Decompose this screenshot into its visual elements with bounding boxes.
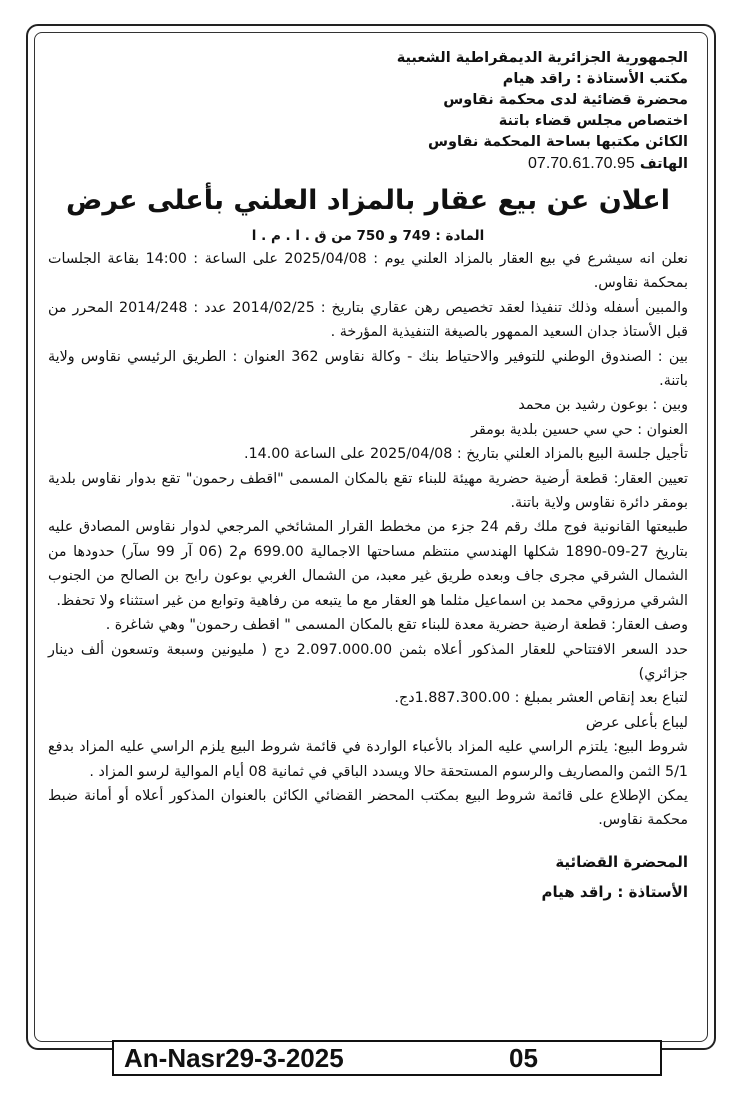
header-address: الكائن مكتبها بساحة المحكمة نقاوس [427,134,688,150]
paragraph: وصف العقار: قطعة ارضية حضرية معدة للبناء تقع بالمكان المسمى " اقطف رحمون" وهي شاغرة . [105,617,688,634]
phone-label: الهاتف [639,156,688,172]
newspaper-date: An-Nasr29-3-2025 [124,1043,344,1073]
notice-title: اعلان عن بيع عقار بالمزاد العلني بأعلى عرض [66,185,670,216]
signature-title: المحضرة القضائية [555,852,688,871]
header-bailiff: محضرة قضائية لدى محكمة نقاوس [443,92,688,108]
phone-line [48,153,688,175]
paragraph: العنوان : حي سي حسين بلدية بومقر [471,421,688,438]
signature-block [48,847,688,907]
paragraph: ليباع بأعلى عرض [585,714,688,731]
signature-name: الأستاذة : راقد هيام [541,882,688,901]
header-jurisdiction: اختصاص مجلس قضاء باتنة [498,113,688,129]
paragraph: يمكن الإطلاع على قائمة شروط البيع بمكتب المحضر القضائي الكائن بالعنوان المذكور أعلاه أو أمانة ضبط محكمة نقاوس. [48,787,688,829]
paragraph: والمبين أسفله وذلك تنفيذا لعقد تخصيص رهن عقاري بتاريخ : 2014/02/25 عدد : 2014/248 المحرر من قبل الأستاذ جدان السعيد الممهور بالصيغة التنفيذية المؤرخة . [48,299,688,341]
paragraph: نعلن انه سيشرع في بيع العقار بالمزاد العلني يوم : 2025/04/08 على الساعة : 14:00 بقاعة الجلسات بمحكمة نقاوس. [48,251,688,292]
notice-body [48,247,688,833]
paragraph: شروط البيع: يلتزم الراسي عليه المزاد بالأعباء الواردة في قائمة شروط البيع يلزم الراسي عليه المزاد بدفع 5/1 الثمن والمصاريف والرسوم المستحقة حالا ويسدد الباقي في ثمانية 08 أيام الموالية لرسو المزاد . [48,739,688,780]
header-republic: الجمهورية الجزائرية الديمقراطية الشعبية [396,50,688,66]
paragraph: طبيعتها القانونية فوج ملك رقم 24 جزء من مخطط القرار المشائخي المرجعي لدوار نقاوس المصادق عليه بتاريخ 27-09-1890 شكلها الهندسي منتظم مساحتها الاجمالية 699.00 م2 (06 آر 99 سآر) حدودها من الشمال الشرقي مجرى جاف وبعده طريق غير معبد، من الشمال الغربي بوعون رابح بن الصالح من الجنوب الشرقي مرزوقي محمد بن اسماعيل مثلما هو العقار مع ما يتبعه من رفاهية وتوابع من غير استثناء ولا تحفظ. [48,519,688,609]
newspaper-footer [112,1040,662,1076]
paragraph: وبين : بوعون رشيد بن محمد [518,397,688,414]
issuer-header [48,48,688,153]
phone-number: 07.70.61.70.95 [528,155,635,172]
legal-articles: المادة : 749 و 750 من ق . ا . م . ا [251,228,485,244]
page-number: 05 [509,1043,538,1073]
header-office: مكتب الأستاذة : راقد هيام [502,71,688,87]
paragraph: تأجيل جلسة البيع بالمزاد العلني بتاريخ : 2025/04/08 على الساعة 14.00. [244,446,688,463]
paragraph: بين : الصندوق الوطني للتوفير والاحتياط بنك - وكالة نقاوس 362 العنوان : الطريق الرئيسي نقاوس ولاية باتنة. [48,348,688,390]
paragraph: لتباع بعد إنقاص العشر بمبلغ : 1.887.300.00دج. [394,690,688,707]
notice-content [48,48,688,907]
paragraph: حدد السعر الافتتاحي للعقار المذكور أعلاه بثمن 2.097.000.00 دج ( مليونين وسبعة وتسعون ألف دينار جزائري) [48,641,688,682]
paragraph: تعيين العقار: قطعة أرضية حضرية مهيئة للبناء تقع بالمكان المسمى "اقطف رحمون" تقع بدوار نقاوس بلدية بومقر دائرة نقاوس ولاية باتنة. [48,470,688,512]
